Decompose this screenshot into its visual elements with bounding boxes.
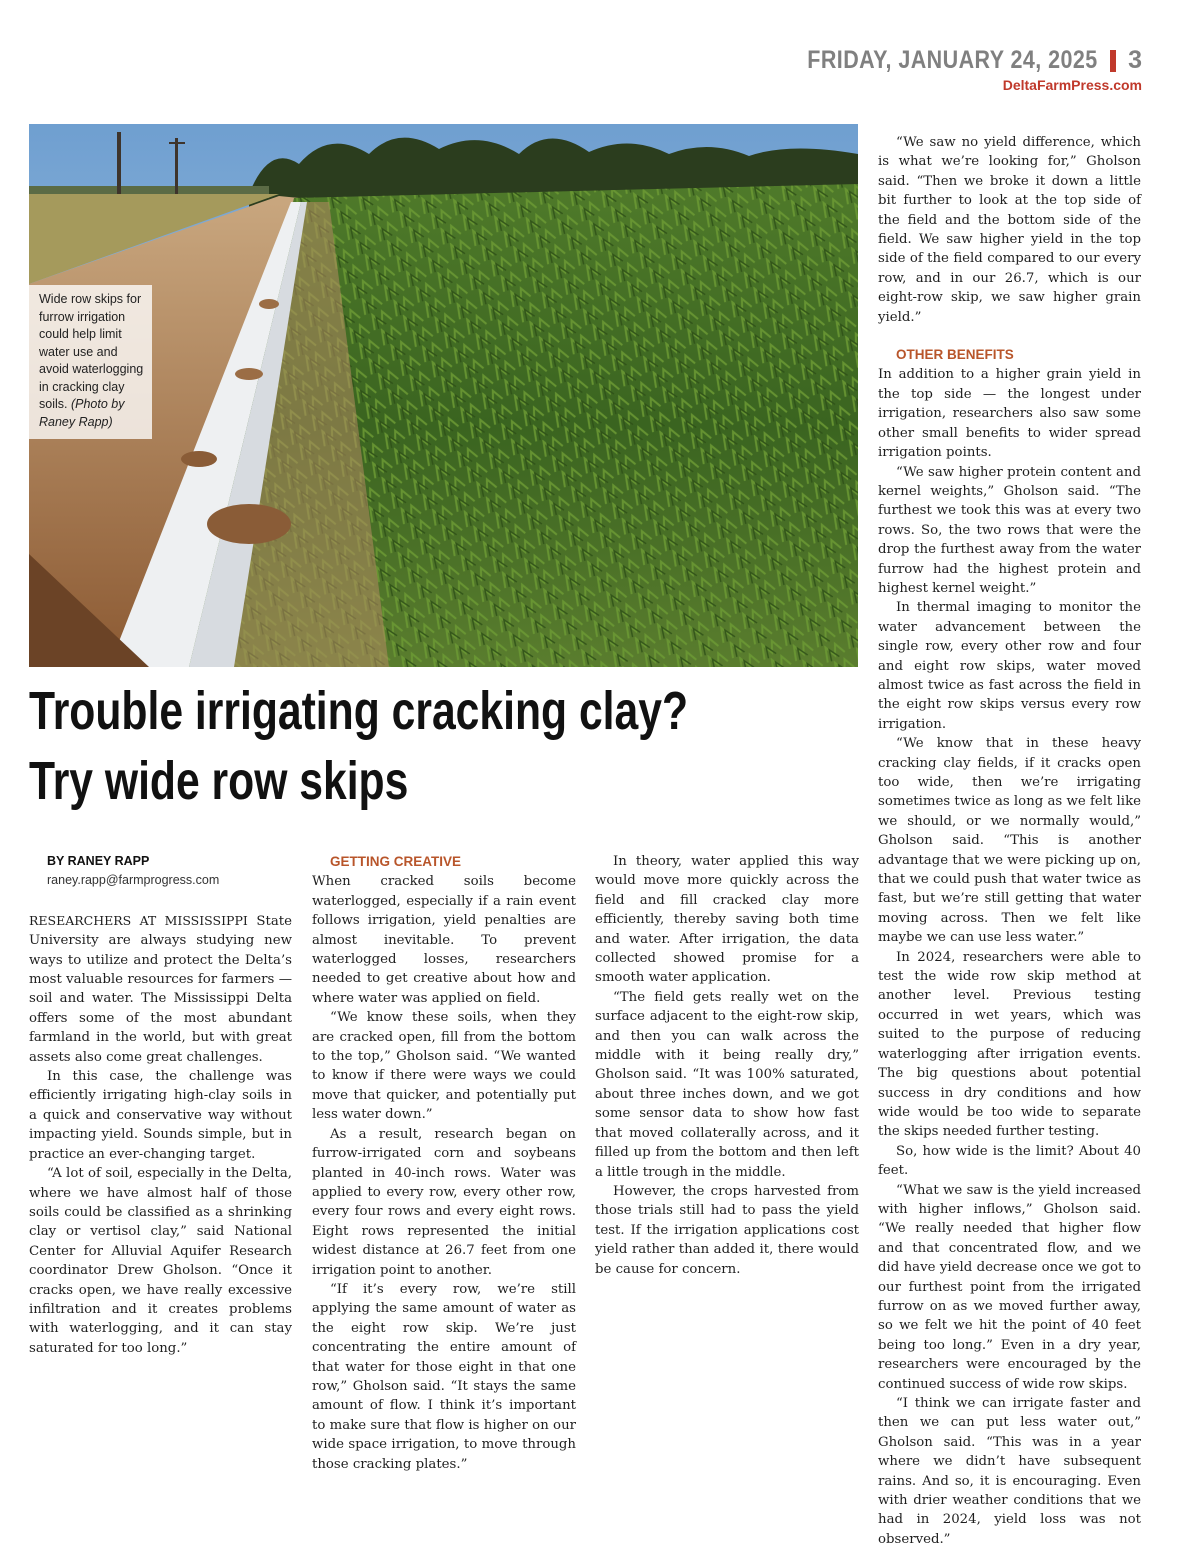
headline-line-1: Trouble irrigating cracking clay?: [29, 681, 689, 741]
paragraph-2: In this case, the challenge was efficiently irrigating high-clay soils in a quick and conservative way without impacting yield. Sounds simple, but in practice an ever-changing target.: [29, 1069, 292, 1162]
article-column-1: [29, 852, 292, 1358]
lead-in: RESEARCHERS AT MISSISSIPPI: [29, 912, 248, 928]
paragraph-19: “I think we can irrigate faster and then we can put less water out,” Gholson said. “This was in a year where we didn’t have subsequent rains. And so, it is encouraging. Even with drier weather conditions that we had in 2024, yield loss was not observed.”: [878, 1396, 1141, 1547]
headline-line-2: Try wide row skips: [29, 751, 409, 811]
section-gap: [878, 327, 1141, 345]
site-name: DeltaFarmPress.com: [1002, 77, 1142, 93]
byline-author: BY RANEY RAPP: [47, 854, 150, 868]
paragraph-1: RESEARCHERS AT MISSISSIPPI State University are always studying new ways to utilize and protect the Delta’s most valuable resources for farmers — soil and water. The Mississippi Delta offers some of the most abundant farmland in the world, but with great assets also come great challenges.: [29, 912, 292, 1065]
issue-date: FRIDAY, JANUARY 24, 2025: [807, 46, 1099, 74]
article-column-4: [878, 133, 1141, 1549]
paragraph-18: “What we saw is the yield increased with higher inflows,” Gholson said. “We really needed that higher flow and that concentrated flow, and we did have yield decrease once we got to our furthest point from the irrigated furrow on as we moved further away, so we felt we hit the point of 40 feet being too long.” Even in a dry year, researchers were encouraged by the continued success of wide row skips.: [878, 1182, 1141, 1392]
caption-credit: (Photo by Raney Rapp): [39, 397, 125, 429]
corn-field-photo: [29, 124, 858, 667]
masthead-divider: [1110, 50, 1116, 72]
paragraph-16: In 2024, researchers were able to test the wide row skip method at another level. Previous testing occurred in wet years, which was suited to the purpose of reducing waterlogging after irrigation events. The big questions about potential success in dry conditions and how wide would be too wide to separate the skips needed further testing.: [878, 949, 1141, 1140]
paragraph-17: So, how wide is the limit? About 40 feet.: [878, 1143, 1141, 1179]
article-column-3: [595, 852, 859, 1279]
paragraph-3: “A lot of soil, especially in the Delta, where we have almost half of those soils could be classified as a shrinking clay or vertisol clay,” said National Center for Alluvial Aquifer Research coordinator Drew Gholson. “Once it cracks open, we have really excessive infiltration and it creates problems with waterlogging, and it can stay saturated for too long.”: [29, 1166, 292, 1356]
paragraph-9: “The field gets really wet on the surface adjacent to the eight-row skip, and then you can walk across the middle with it being really dry,” Gholson said. “It was 100% saturated, about three inches down, and we got some sensor data to show how fast that moved collaterally across, and it filled up from the bottom and then left a little trough in the middle.: [595, 989, 859, 1180]
masthead: [760, 46, 1142, 93]
caption-text: Wide row skips for furrow irrigation could help limit water use and avoid waterlogging in cracking clay soils.: [39, 292, 144, 411]
subhead-other-benefits: OTHER BENEFITS: [896, 347, 1014, 363]
photo-caption: [29, 285, 152, 439]
paragraph-13: “We saw higher protein content and kernel weights,” Gholson said. “The furthest we took this was at every two rows. So, the two rows that were the drop the furthest away from the water furrow had the highest protein and highest kernel weight.”: [878, 464, 1141, 596]
article-photo: [29, 124, 858, 667]
paragraph-11: “We saw no yield difference, which is what we’re looking for,” Gholson said. “Then we broke it down a little bit further to look at the top side of the field and the bottom side of the field. We saw higher yield in the top side of the field compared to our every row, and in our 26.7, which is our eight-row skip, we saw higher grain yield.”: [878, 135, 1141, 325]
page-number: 3: [1128, 46, 1142, 74]
paragraph-5: “We know these soils, when they are cracked open, fill from the bottom to the top,” Gholson said. “We wanted to know if there were ways we could move that quicker, and potentially put less water down.”: [312, 1010, 576, 1123]
paragraph-8: In theory, water applied this way would move more quickly across the field and fill cracked clay more efficiently, thereby saving both time and water. After irrigation, the data collected showed promise for a smooth water application.: [595, 854, 859, 986]
paragraph-6: As a result, research began on furrow-irrigated corn and soybeans planted in 40-inch rows. Water was applied to every row, every other row, every four rows and every eight rows. Eight rows represented the initial widest distance at 26.7 feet from one irrigation point to another.: [312, 1126, 576, 1278]
byline-email[interactable]: raney.rapp@farmprogress.com: [47, 873, 220, 888]
masthead-line: [760, 46, 1142, 75]
paragraph-15: “We know that in these heavy cracking clay fields, if it cracks open too wide, then we’re irrigating sometimes twice as long as we felt like we should, or we normally would,” Gholson said. “This is another advantage that we were picking up on, that we could push that water twice as fast, but we’re still getting that water moving across. Then we felt like maybe we can use less water.”: [878, 736, 1141, 946]
article-column-2: [312, 852, 576, 1474]
paragraph-4: When cracked soils become waterlogged, especially if a rain event follows irrigation, yield penalties are almost inevitable. To prevent waterlogged losses, researchers needed to get creative about how and where water was applied on field.: [312, 874, 576, 1006]
headline: [29, 676, 859, 816]
paragraph-12: In addition to a higher grain yield in the top side — the longest under irrigation, researchers also saw some other small benefits to wider spread irrigation points.: [878, 367, 1141, 461]
subhead-getting-creative: GETTING CREATIVE: [330, 854, 462, 869]
paragraph-10: However, the crops harvested from those trials still had to pass the yield test. If the irrigation applications cost yield rather than added it, there would be cause for concern.: [595, 1183, 859, 1277]
paragraph-14: In thermal imaging to monitor the water advancement between the single row, every other row and four and eight row skips, water moved almost twice as fast across the field in the eight row skips versus every row irrigation.: [878, 600, 1141, 732]
paragraph-7: “If it’s every row, we’re still applying the same amount of water as the eight row skip. We’re just concentrating the entire amount of that water for those eight in that one row,” Gholson said. “It stays the same amount of flow. I think it’s important to make sure that flow is higher on our wide space irrigation, to move through those cracking plates.”: [312, 1281, 576, 1472]
